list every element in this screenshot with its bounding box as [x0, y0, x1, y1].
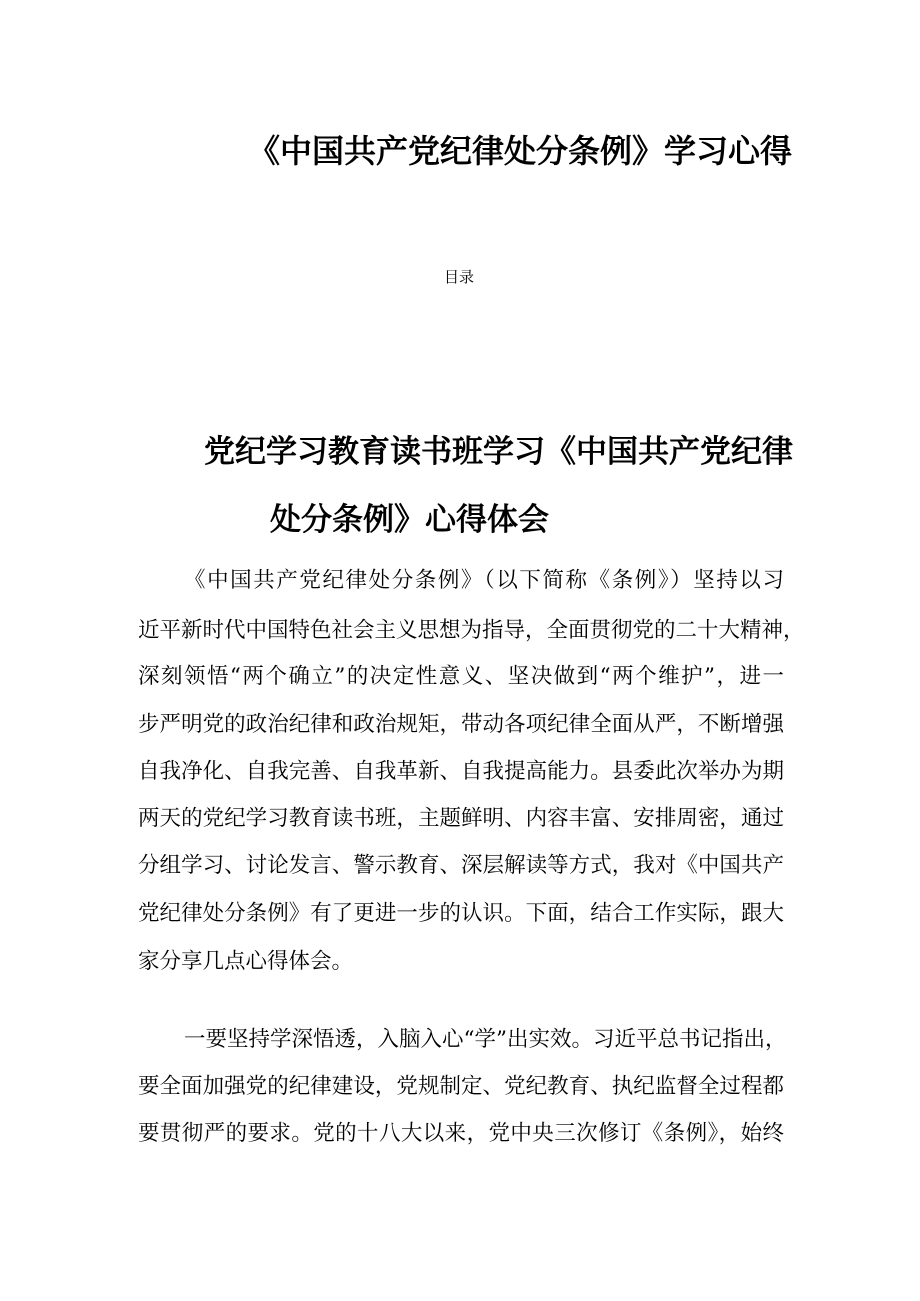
paragraph-line: 两天的党纪学习教育读书班，主题鲜明、内容丰富、安排周密，通过 [138, 806, 784, 831]
table-of-contents-label: 目录 [444, 268, 475, 286]
paragraph-line: 深刻领悟“两个确立”的决定性意义、坚决做到“两个维护”，进一 [138, 664, 784, 689]
article-title-line-2: 处分条例》心得体会 [270, 502, 549, 538]
article-title-line-1: 党纪学习教育读书班学习《中国共产党纪律 [204, 434, 793, 470]
document-title: 《中国共产党纪律处分条例》学习心得 [248, 132, 793, 170]
paragraph-line: 步严明党的政治纪律和政治规矩，带动各项纪律全面从严，不断增强 [138, 712, 784, 737]
paragraph-line: 近平新时代中国特色社会主义思想为指导，全面贯彻党的二十大精神， [138, 618, 805, 643]
paragraph-line: 《中国共产党纪律处分条例》（以下简称《条例》）坚持以习 [184, 568, 784, 593]
paragraph-line: 自我净化、自我完善、自我革新、自我提高能力。县委此次举办为期 [138, 759, 784, 784]
paragraph-line: 分组学习、讨论发言、警示教育、深层解读等方式，我对《中国共产 [138, 853, 784, 878]
paragraph-line: 一要坚持学深悟透，入脑入心“学”出实效。习近平总书记指出， [184, 1027, 787, 1052]
paragraph-line: 要全面加强党的纪律建设，党规制定、党纪教育、执纪监督全过程都 [138, 1074, 784, 1099]
paragraph-line: 党纪律处分条例》有了更进一步的认识。下面，结合工作实际，跟大 [138, 901, 784, 926]
paragraph-line: 要贯彻严的要求。党的十八大以来，党中央三次修订《条例》，始终 [138, 1121, 784, 1146]
paragraph-line: 家分享几点心得体会。 [138, 949, 354, 974]
